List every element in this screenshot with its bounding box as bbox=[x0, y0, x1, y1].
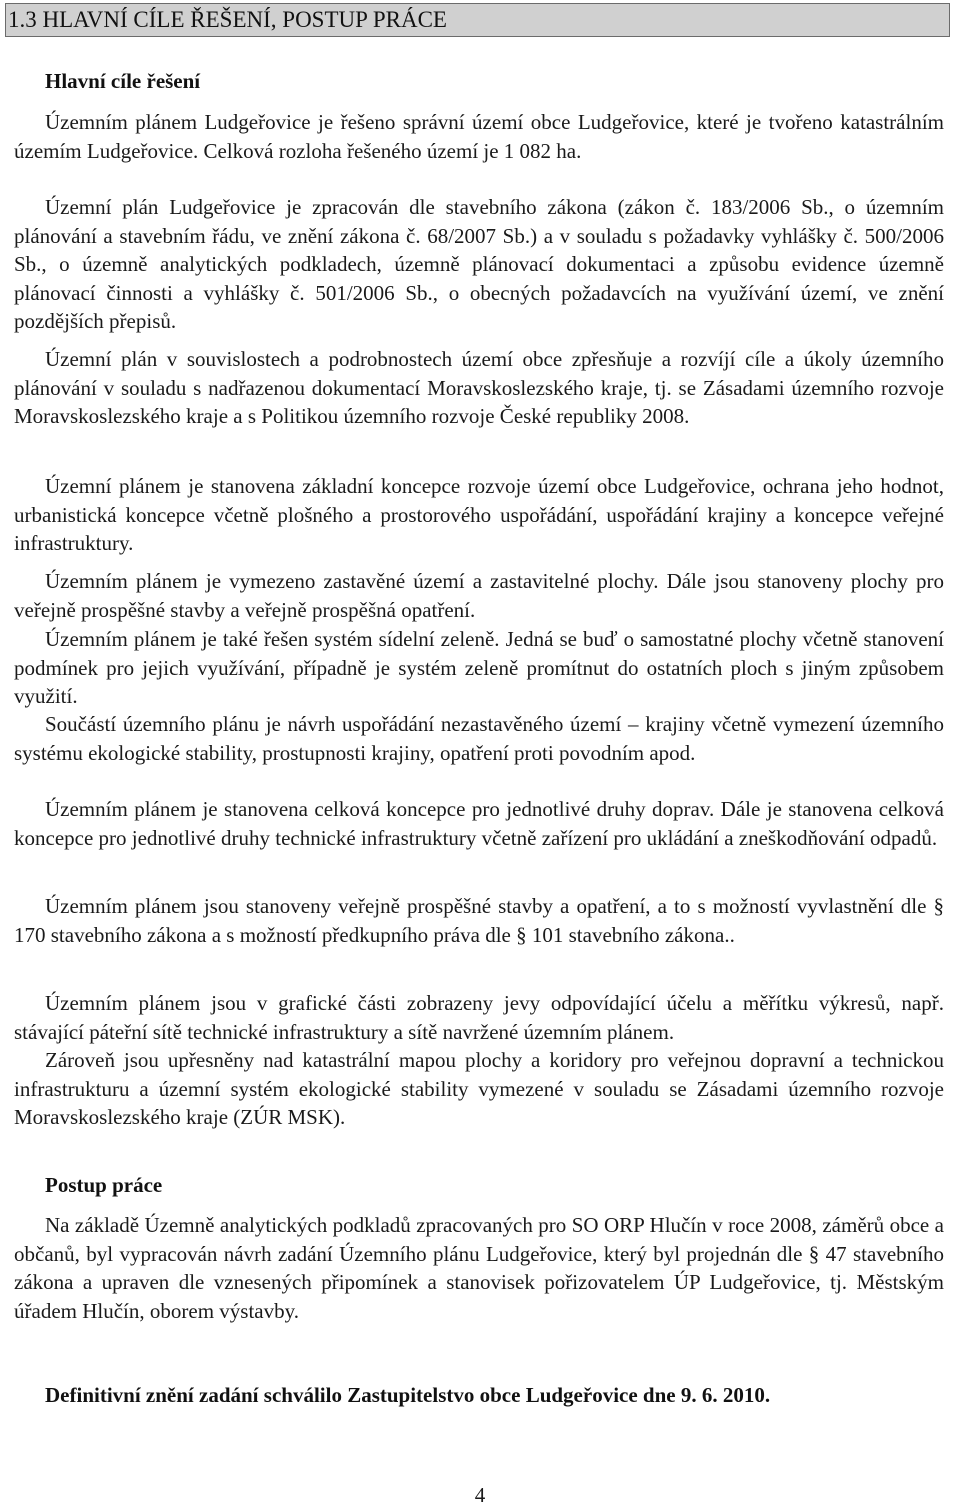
paragraph-legal-basis bbox=[14, 193, 944, 336]
paragraph-text: Územním plánem je vymezeno zastavěné území a zastavitelné plochy. Dále jsou stanoveny plochy pro veřejně prospěšné stavby a veřejně prospěšná opatření. bbox=[14, 569, 944, 622]
paragraph-built-up-area bbox=[14, 567, 944, 624]
paragraph-text: Územní plán Ludgeřovice je zpracován dle stavebního zákona (zákon č. 183/2006 Sb., o územním plánování a stavebním řádu, ve znění zákona č. 68/2007 Sb.) a v souladu s požadavky vyhlášky č. 500/2006 Sb., o územně analytických podkladech, územně plánovací dokumentaci a způsobu evidence územně plánovací činnosti a vyhlášky č. 501/2006 Sb., o obecných požadavcích na využívání území, ve znění pozdějších přepisů. bbox=[14, 195, 944, 334]
paragraph-text: Územním plánem Ludgeřovice je řešeno správní území obce Ludgeřovice, které je tvořeno katastrálním územím Ludgeřovice. Celková rozloha řešeného území je 1 082 ha. bbox=[14, 110, 944, 163]
paragraph-corridors bbox=[14, 1046, 944, 1132]
final-statement: Definitivní znění zadání schválilo Zastupitelstvo obce Ludgeřovice dne 9. 6. 2010. bbox=[45, 1383, 771, 1407]
paragraph-text: Územním plánem je stanovena celková koncepce pro jednotlivé druhy doprav. Dále je stanovena celková koncepce pro jednotlivé druhy technické infrastruktury včetně zařízení pro ukládání a zneškodňování odpadů. bbox=[14, 797, 944, 850]
paragraph-greenery bbox=[14, 625, 944, 711]
paragraph-public-works bbox=[14, 892, 944, 949]
paragraph-text: Na základě Územně analytických podkladů zpracovaných pro SO ORP Hlučín v roce 2008, záměrů obce a občanů, byl vypracován návrh zadání Územního plánu Ludgeřovice, který byl projednán dle § 47 stavebního zákona a upraven dle vznesených připomínek a stanovisek pořizovatelem ÚP Ludgeřovice, tj. Městským úřadem Hlučín, oborem výstavby. bbox=[14, 1213, 944, 1323]
paragraph-text: Územní plánem je stanovena základní koncepce rozvoje území obce Ludgeřovice, ochrana jeho hodnot, urbanistická koncepce včetně plošného a prostorového uspořádání, uspořádání krajiny a koncepce veřejné infrastruktury. bbox=[14, 474, 944, 556]
paragraph-area bbox=[14, 108, 944, 165]
paragraph-transport bbox=[14, 795, 944, 852]
paragraph-text: Územním plánem je také řešen systém sídelní zeleně. Jedná se buď o samostatné plochy včetně stanovení podmínek pro jejich využívání, případně je systém zeleně promítnut do ostatních ploch s jiným způsobem využití. bbox=[14, 627, 944, 709]
paragraph-text: Součástí územního plánu je návrh uspořádání nezastavěného území – krajiny včetně vymezení územního systému ekologické stability, prostupnosti krajiny, opatření proti povodním apod. bbox=[14, 712, 944, 765]
paragraph-text: Územním plánem jsou stanoveny veřejně prospěšné stavby a opatření, a to s možností vyvlastnění dle § 170 stavebního zákona a s možností předkupního práva dle § 101 stavebního zákona.. bbox=[14, 894, 944, 947]
paragraph-graphics bbox=[14, 989, 944, 1046]
paragraph-landscape bbox=[14, 710, 944, 767]
procedure-heading: Postup práce bbox=[45, 1173, 163, 1197]
section-heading: 1.3 HLAVNÍ CÍLE ŘEŠENÍ, POSTUP PRÁCE bbox=[5, 3, 950, 37]
goals-heading: Hlavní cíle řešení bbox=[45, 69, 201, 93]
paragraph-text: Zároveň jsou upřesněny nad katastrální mapou plochy a koridory pro veřejnou dopravní a technickou infrastrukturu a územní systém ekologické stability vymezené v souladu se Zásadami územního rozvoje Moravskoslezského kraje (ZÚR MSK). bbox=[14, 1048, 944, 1130]
procedure-paragraph bbox=[14, 1211, 944, 1325]
paragraph-text: Územním plánem jsou v grafické části zobrazeny jevy odpovídající účelu a měřítku výkresů, např. stávající páteřní sítě technické infrastruktury a sítě navržené územním plánem. bbox=[14, 991, 944, 1044]
paragraph-text: Územní plán v souvislostech a podrobnostech území obce zpřesňuje a rozvíjí cíle a úkoly územního plánování v souladu s nadřazenou dokumentací Moravskoslezského kraje, tj. se Zásadami územního rozvoje Moravskoslezského kraje a s Politikou územního rozvoje České republiky 2008. bbox=[14, 347, 944, 429]
paragraph-context bbox=[14, 345, 944, 431]
paragraph-concept bbox=[14, 472, 944, 558]
page-number: 4 bbox=[474, 1483, 486, 1507]
